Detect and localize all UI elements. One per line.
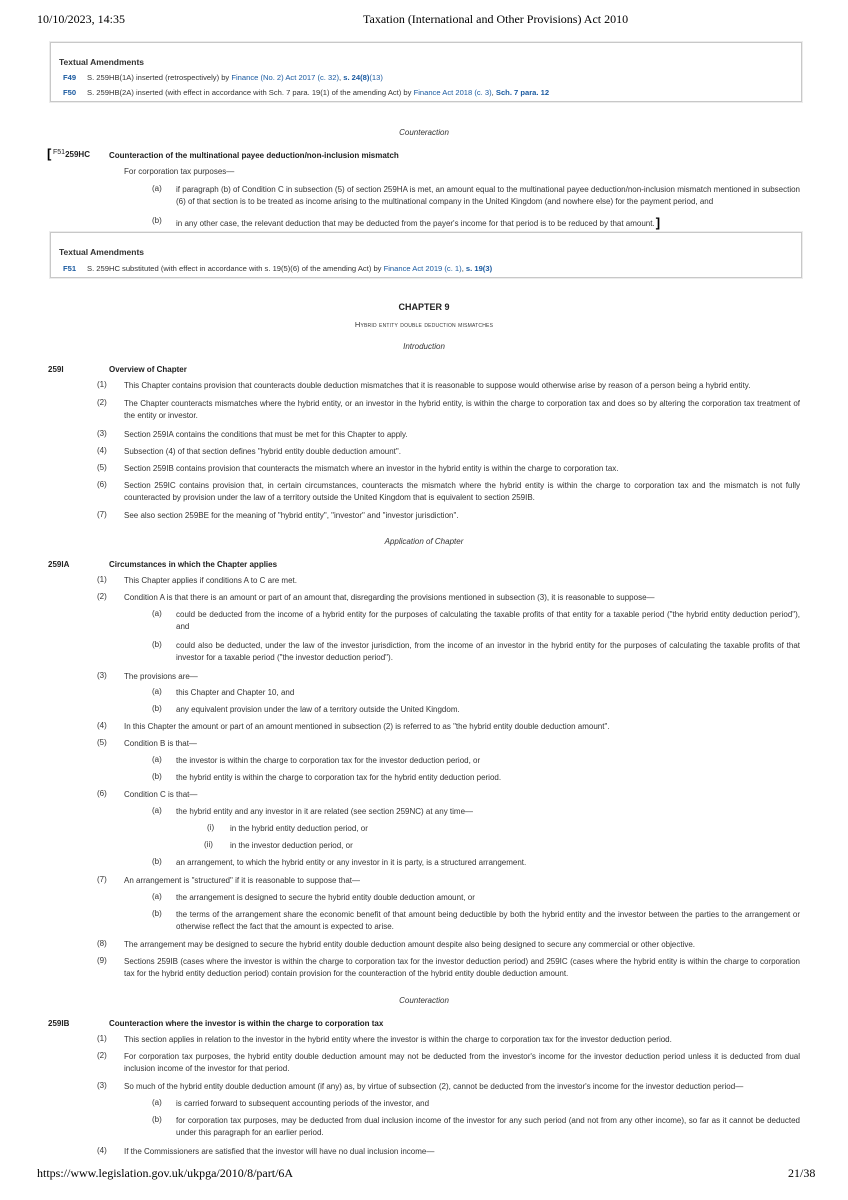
para-label: (b) (152, 772, 162, 781)
amendment-f49 (63, 73, 383, 82)
section-heading-259ib: Counteraction where the investor is within the charge to corporation tax (109, 1019, 384, 1028)
para-text: could also be deducted, under the law of the investor jurisdiction, from the income of an investor in the hybrid entity for the purposes of calculating the taxable profits of that investor for a taxable period ("the investor deduction period"). (176, 641, 800, 662)
subsection-text: Condition B is that— (124, 739, 197, 748)
para-text: the hybrid entity and any investor in it are related (see section 259NC) at any time— (176, 807, 474, 816)
subsection-text: Section 259IA contains the conditions that must be met for this Chapter to apply. (124, 430, 408, 439)
subsection-text: So much of the hybrid entity double deduction amount (if any) as, by virtue of subsection (2), cannot be deducted from the investor's income for the investor deduction period— (124, 1082, 744, 1091)
subsection-label: (7) (97, 510, 107, 519)
amendment-f51 (63, 264, 492, 273)
para-text: the arrangement is designed to secure the hybrid entity double deduction amount, or (176, 893, 475, 902)
para-text: for corporation tax purposes, may be deducted from dual inclusion income of the investor for any such period (and not from any other income), so far as it cannot be deducted under this paragraph for an earlier period. (176, 1116, 800, 1137)
subsection-label: (8) (97, 939, 107, 948)
amendment-key[interactable]: F49 (63, 73, 77, 82)
subsection-label: (2) (97, 592, 107, 601)
subsection-label: (1) (97, 1034, 107, 1043)
para-label: (b) (152, 909, 162, 918)
para-b-text: in any other case, the relevant deduction that may be deducted from the payer's income for that period is to be reduced by that amount.] (176, 215, 661, 230)
subsection-text: The Chapter counteracts mismatches where the hybrid entity, or an investor in the hybrid entity, is within the charge to corporation tax and does so by altering the corporation tax treatment of the entity or investor. (124, 399, 800, 420)
subsection-text: Condition A is that there is an amount or part of an amount that, disregarding the provisions mentioned in subsection (3), it is reasonable to suppose— (124, 593, 655, 602)
separator: , (491, 88, 496, 97)
subpara-label: (ii) (204, 840, 213, 849)
section-heading-259i: Overview of Chapter (109, 365, 187, 374)
section-number-259hc (53, 150, 90, 159)
subsection-label: (2) (97, 1051, 107, 1060)
para-text: is carried forward to subsequent accounting periods of the investor, and (176, 1099, 430, 1108)
para-label: (a) (152, 1098, 162, 1107)
box-title: Textual Amendments (59, 57, 145, 67)
separator: , (338, 73, 344, 82)
para-label: (b) (152, 640, 162, 649)
introduction-heading: Introduction (403, 342, 445, 351)
subsection-label: (2) (97, 398, 107, 407)
amendment-text: S. 259HB(2A) inserted (with effect in accordance with Sch. 7 para. 19(1) of the amending Act) by (87, 88, 414, 97)
subpara-text: in the hybrid entity deduction period, or (230, 824, 368, 833)
subpara-text: in the investor deduction period, or (230, 841, 353, 850)
para-label: (a) (152, 184, 162, 193)
chapter-subtitle: Hybrid entity double deduction mismatches (354, 320, 494, 329)
open-bracket: [ (47, 146, 52, 161)
amendment-f50 (63, 88, 549, 97)
amendment-text: S. 259HB(1A) inserted (retrospectively) by (87, 73, 232, 82)
subsection-text: Sections 259IB (cases where the investor is within the charge to corporation tax for the investor deduction period) and 259IC (cases where the hybrid entity is within the charge to corporation tax for the hybrid entity deduction period) contain provision for the counteraction of the hybrid entity double deduction amount. (124, 957, 800, 978)
subsection-label: (3) (97, 429, 107, 438)
box-title: Textual Amendments (59, 247, 145, 257)
subsection-label: (3) (97, 671, 107, 680)
subsection-text: Section 259IB contains provision that counteracts the mismatch where an investor in the hybrid entity is within the charge to corporation tax. (124, 464, 619, 473)
subsection-text: This Chapter applies if conditions A to C are met. (124, 576, 297, 585)
amendment-text: S. 259HC substituted (with effect in accordance with s. 19(5)(6) of the amending Act) by (87, 264, 384, 273)
para-text: an arrangement, to which the hybrid entity or any investor in it is party, is a structured arrangement. (176, 858, 527, 867)
subpara-label: (i) (207, 823, 215, 832)
close-bracket: ] (655, 215, 661, 230)
amendment-section-link[interactable]: s. 19(3) (465, 264, 493, 273)
subsection-text: An arrangement is "structured" if it is reasonable to suppose that— (124, 876, 361, 885)
para-label: (b) (152, 216, 162, 225)
section-heading-259ia: Circumstances in which the Chapter applies (109, 560, 278, 569)
section-heading-259hc: Counteraction of the multinational payee deduction/non-inclusion mismatch (109, 151, 399, 160)
subsection-text: In this Chapter the amount or part of an amount mentioned in subsection (2) is referred to as "the hybrid entity double deduction amount". (124, 722, 610, 731)
subsection-text: Subsection (4) of that section defines "hybrid entity double deduction amount". (124, 447, 401, 456)
subsection-text: Condition C is that— (124, 790, 198, 799)
para-label: (a) (152, 609, 162, 618)
section-intro: For corporation tax purposes— (124, 167, 235, 176)
para-label: (a) (152, 687, 162, 696)
amendment-section-link[interactable]: Sch. 7 para. 12 (495, 88, 550, 97)
para-a-text: if paragraph (b) of Condition C in subsection (5) of section 259HA is met, an amount equal to the multinational payee deduction/non-inclusion mismatch mentioned in subsection (6) of that section is to be treated as income arising to the multinational company in the United Kingdom (and nowhere else) for the payment period, and (176, 185, 800, 206)
para-label: (a) (152, 806, 162, 815)
amendment-act-link[interactable]: Finance (No. 2) Act 2017 (c. 32) (231, 73, 339, 82)
para-label: (b) (152, 704, 162, 713)
subsection-label: (4) (97, 1146, 107, 1155)
para-text: the investor is within the charge to corporation tax for the investor deduction period, or (176, 756, 481, 765)
footnote-ref-f51[interactable]: F51 (53, 149, 66, 156)
para-label: (a) (152, 755, 162, 764)
para-text: could be deducted from the income of a hybrid entity for the purposes of calculating the taxable profits of that entity for a taxable period ("the hybrid entity deduction period"), and (176, 610, 800, 631)
subsection-label: (1) (97, 380, 107, 389)
subsection-text: The provisions are— (124, 672, 198, 681)
subsection-label: (4) (97, 446, 107, 455)
subsection-label: (4) (97, 721, 107, 730)
textual-amendments-box (50, 232, 802, 278)
subsection-label: (9) (97, 956, 107, 965)
print-url[interactable]: https://www.legislation.gov.uk/ukpga/2010/8/part/6A (37, 1166, 294, 1180)
para-label: (a) (152, 892, 162, 901)
para-text: the hybrid entity is within the charge to corporation tax for the hybrid entity deduction period. (176, 773, 502, 782)
subsection-label: (6) (97, 480, 107, 489)
para-text: any equivalent provision under the law of a territory outside the United Kingdom. (176, 705, 460, 714)
subsection-text: The arrangement may be designed to secure the hybrid entity double deduction amount despite also being designed to secure any commercial or other objective. (124, 940, 696, 949)
section-number: 259HC (65, 150, 90, 159)
subsection-label: (7) (97, 875, 107, 884)
subsection-label: (5) (97, 738, 107, 747)
subsection-text: For corporation tax purposes, the hybrid entity double deduction amount may not be deducted from the investor's income for the investor deduction period unless it is deducted from dual inclusion income of the investor for that period. (124, 1052, 800, 1073)
section-number-259ib: 259IB (48, 1019, 70, 1028)
page-number: 21/38 (788, 1166, 816, 1180)
subsection-label: (5) (97, 463, 107, 472)
para-label: (b) (152, 857, 162, 866)
section-number-259ia: 259IA (48, 560, 70, 569)
counteraction-heading: Counteraction (399, 996, 449, 1005)
amendment-subsection-link[interactable]: (13) (369, 73, 383, 82)
chapter-title: CHAPTER 9 (398, 302, 450, 312)
counteraction-heading: Counteraction (399, 128, 449, 137)
para-text: the terms of the arrangement share the economic benefit of that amount being deductible by both the hybrid entity and the investor between the parties to the arrangement or otherwise reflect the fact that the amount is expected to arise. (176, 910, 800, 931)
amendment-act-link[interactable]: Finance Act 2018 (c. 3) (413, 88, 492, 97)
separator: , (461, 264, 466, 273)
subsection-text: This Chapter contains provision that counteracts double deduction mismatches that it is reasonable to suppose would otherwise arise by reason of a person being a hybrid entity. (124, 381, 751, 390)
para-text: this Chapter and Chapter 10, and (176, 688, 295, 697)
print-datetime: 10/10/2023, 14:35 (37, 12, 126, 26)
amendment-act-link[interactable]: Finance Act 2019 (c. 1) (383, 264, 462, 273)
textual-amendments-box (50, 42, 802, 102)
section-number-259i: 259I (48, 365, 64, 374)
subsection-text: See also section 259BE for the meaning of "hybrid entity", "investor" and "investor jurisdiction". (124, 511, 459, 520)
para-label: (b) (152, 1115, 162, 1124)
subsection-text: Section 259IC contains provision that, in certain circumstances, counteracts the mismatch where the hybrid entity is within the charge to corporation tax and the mismatch is not fully counteracted by provision under the law of a territory outside the United Kingdom that is equivalent to section 259IB. (124, 481, 800, 502)
subsection-label: (3) (97, 1081, 107, 1090)
print-title: Taxation (International and Other Provisions) Act 2010 (363, 12, 629, 26)
subsection-text: If the Commissioners are satisfied that the investor will have no dual inclusion income— (124, 1147, 435, 1156)
amendment-key[interactable]: F50 (63, 88, 77, 97)
subsection-text: This section applies in relation to the investor in the hybrid entity where the investor is within the charge to corporation tax for the investor deduction period. (124, 1035, 672, 1044)
application-heading: Application of Chapter (384, 537, 464, 546)
amendment-section-link[interactable]: s. 24(8) (343, 73, 370, 82)
subsection-label: (6) (97, 789, 107, 798)
subsection-label: (1) (97, 575, 107, 584)
amendment-key[interactable]: F51 (63, 264, 77, 273)
